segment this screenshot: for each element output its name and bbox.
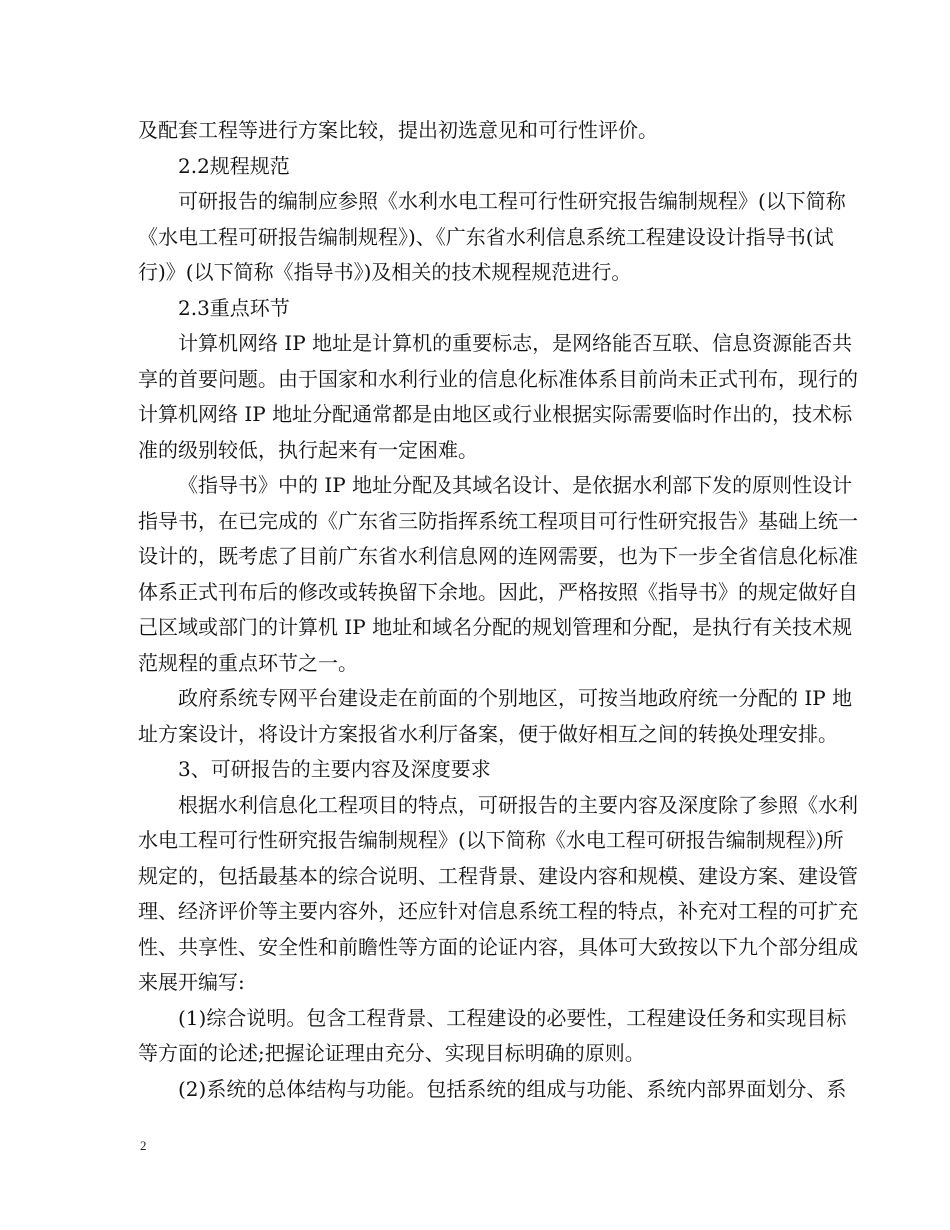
paragraph-line: 己区域或部门的计算机 IP 地址和域名分配的规划管理和分配，是执行有关技术规 <box>138 615 853 639</box>
paragraph-line: 《指导书》中的 IP 地址分配及其域名设计、是依据水利部下发的原则性设计 <box>178 473 853 497</box>
paragraph-line: 范规程的重点环节之一。 <box>138 651 358 675</box>
section-heading-2-2: 2.2规程规范 <box>178 154 290 178</box>
list-item-line: 等方面的论述;把握论证理由充分、实现目标明确的原则。 <box>138 1041 645 1065</box>
paragraph-line: 规定的，包括最基本的综合说明、工程背景、建设内容和规模、建设方案、建设管 <box>138 864 858 888</box>
paragraph-line: 《水电工程可研报告编制规程》)、《广东省水利信息系统工程建设设计指导书(试 <box>138 225 834 249</box>
section-heading-2-3: 2.3重点环节 <box>178 296 290 320</box>
paragraph-line: 计算机网络 IP 地址是计算机的重要标志，是网络能否互联、信息资源能否共 <box>178 331 853 355</box>
section-heading-3: 3、可研报告的主要内容及深度要求 <box>178 757 491 781</box>
paragraph-line: 准的级别较低，执行起来有一定困难。 <box>138 438 478 462</box>
list-item-line: (2)系统的总体结构与功能。包括系统的组成与功能、系统内部界面划分、系 <box>178 1077 847 1101</box>
paragraph-line: 及配套工程等进行方案比较，提出初选意见和可行性评价。 <box>138 118 658 142</box>
paragraph-line: 理、经济评价等主要内容外，还应针对信息系统工程的特点，补充对工程的可扩充 <box>138 899 858 923</box>
paragraph-line: 享的首要问题。由于国家和水利行业的信息化标准体系目前尚未正式刊布，现行的 <box>138 367 858 391</box>
paragraph-line: 设计的，既考虑了目前广东省水利信息网的连网需要，也为下一步全省信息化标准 <box>138 544 858 568</box>
paragraph-line: 指导书，在已完成的《广东省三防指挥系统工程项目可行性研究报告》基础上统一 <box>138 509 858 533</box>
paragraph-line: 政府系统专网平台建设走在前面的个别地区，可按当地政府统一分配的 IP 地 <box>178 686 853 710</box>
paragraph-line: 行)》(以下简称《指导书》)及相关的技术规程规范进行。 <box>138 260 632 284</box>
paragraph-line: 体系正式刊布后的修改或转换留下余地。因此，严格按照《指导书》的规定做好自 <box>138 580 858 604</box>
paragraph-line: 可研报告的编制应参照《水利水电工程可行性研究报告编制规程》(以下简称 <box>178 189 846 213</box>
paragraph-line: 性、共享性、安全性和前瞻性等方面的论证内容，具体可大致按以下九个部分组成 <box>138 935 858 959</box>
paragraph-line: 来展开编写: <box>138 970 245 994</box>
page-number: 2 <box>140 1138 147 1153</box>
paragraph-line: 根据水利信息化工程项目的特点，可研报告的主要内容及深度除了参照《水利 <box>178 793 858 817</box>
list-item-line: (1)综合说明。包含工程背景、工程建设的必要性，工程建设任务和实现目标 <box>178 1006 847 1030</box>
paragraph-line: 计算机网络 IP 地址分配通常都是由地区或行业根据实际需要临时作出的，技术标 <box>138 402 853 426</box>
paragraph-line: 址方案设计，将设计方案报省水利厅备案，便于做好相互之间的转换处理安排。 <box>138 722 838 746</box>
paragraph-line: 水电工程可行性研究报告编制规程》(以下简称《水电工程可研报告编制规程》)所 <box>138 828 844 852</box>
